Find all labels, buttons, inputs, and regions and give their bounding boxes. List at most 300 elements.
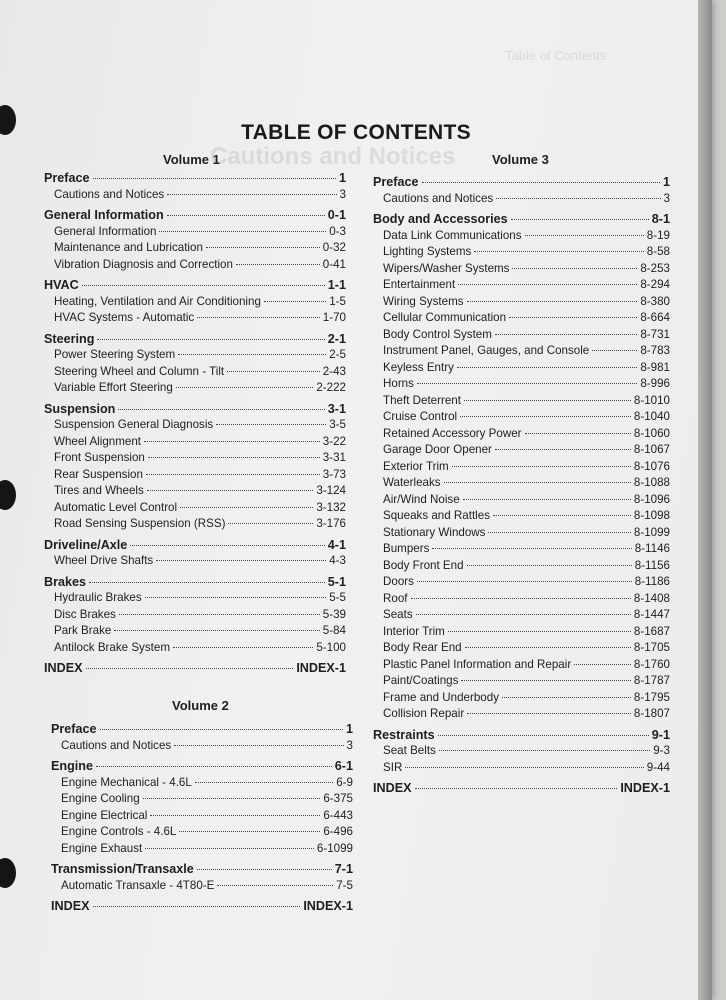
toc-entry-page: 5-5: [329, 591, 346, 604]
dot-leader: [509, 317, 637, 318]
toc-entry: [373, 690, 670, 707]
toc-entry-page: 8-996: [640, 377, 670, 390]
toc-entry-page: 0-32: [322, 241, 346, 254]
dot-leader: [197, 317, 320, 318]
toc-entry: [44, 240, 346, 257]
dot-leader: [439, 750, 650, 751]
toc-entry-label: Engine Mechanical - 4.6L: [61, 775, 192, 789]
toc-entry-page: 1-70: [322, 311, 346, 324]
toc-entry-page: 3-176: [316, 517, 346, 530]
toc-entry: [373, 760, 670, 777]
toc-entry: [373, 591, 670, 608]
toc-entry: [373, 558, 670, 575]
toc-section: [51, 861, 353, 878]
toc-entry: [44, 257, 346, 274]
dot-leader: [86, 668, 294, 669]
toc-entry-page: 8-380: [640, 294, 670, 308]
toc-entry-label: Vibration Diagnosis and Correction: [54, 257, 233, 271]
toc-entry: [44, 294, 346, 311]
toc-entry-page: 8-1088: [633, 476, 670, 489]
toc-entry-label: Bumpers: [383, 542, 430, 555]
toc-entry-label: Automatic Level Control: [54, 500, 178, 514]
toc-section-label: Steering: [44, 331, 95, 346]
toc-entry-label: Collision Repair: [383, 707, 465, 720]
toc-entry-page: 8-1787: [633, 674, 670, 687]
toc-entry-page: 8-1760: [633, 657, 670, 671]
toc-section: [44, 401, 346, 418]
toc-entry-page: 8-19: [646, 228, 670, 242]
toc-entry-page: 8-1060: [633, 426, 670, 440]
toc-entry-label: Retained Accessory Power: [383, 426, 522, 440]
toc-entry: [373, 261, 670, 278]
dot-leader: [493, 515, 631, 516]
toc-section: [51, 898, 353, 915]
toc-entry-page: 8-253: [640, 261, 670, 275]
toc-entry-page: 3-5: [329, 418, 346, 431]
toc-entry-page: 8-1705: [633, 641, 670, 654]
toc-entry: [51, 841, 353, 858]
toc-entry: [373, 376, 670, 393]
toc-entry-page: 8-731: [640, 327, 670, 341]
dot-leader: [460, 416, 631, 417]
toc-entry-label: Cautions and Notices: [383, 191, 494, 205]
dot-leader: [89, 582, 325, 583]
dot-leader: [217, 885, 333, 886]
toc-entry-page: 1-5: [329, 294, 346, 308]
toc-entry-page: 3-73: [322, 467, 346, 481]
dot-leader: [148, 457, 320, 458]
dot-leader: [97, 339, 324, 340]
toc-entry-page: 8-1146: [634, 542, 670, 555]
toc-entry-label: Variable Effort Steering: [54, 381, 173, 394]
volume1-heading: Volume 1: [163, 152, 220, 167]
toc-entry-page: 3-22: [322, 434, 346, 448]
toc-entry: [51, 878, 353, 895]
dot-leader: [130, 545, 324, 546]
toc-entry-label: Waterleaks: [383, 476, 441, 489]
toc-entry-page: 7-5: [336, 878, 353, 892]
dot-leader: [93, 178, 336, 179]
toc-entry: [373, 607, 670, 624]
toc-section-label: INDEX: [44, 661, 83, 675]
dot-leader: [592, 350, 637, 351]
toc-entry-label: Steering Wheel and Column - Tilt: [54, 364, 225, 378]
dot-leader: [180, 507, 313, 508]
toc-section-label: Transmission/Transaxle: [51, 862, 194, 876]
dot-leader: [174, 745, 343, 746]
dot-leader: [422, 182, 660, 183]
toc-entry: [373, 244, 670, 261]
toc-entry: [44, 347, 346, 364]
toc-entry-page: 0-3: [329, 224, 346, 238]
toc-entry-label: Body Rear End: [383, 641, 462, 654]
toc-section-page: INDEX-1: [620, 781, 670, 795]
toc-section-page: INDEX-1: [296, 661, 346, 675]
toc-entry-label: Seats: [383, 608, 413, 621]
toc-entry: [373, 574, 670, 591]
dot-leader: [197, 869, 332, 870]
toc-entry-label: Cruise Control: [383, 410, 458, 423]
toc-section: [44, 660, 346, 677]
toc-entry: [373, 541, 670, 558]
dot-leader: [178, 354, 326, 355]
dot-leader: [179, 831, 320, 832]
toc-entry-page: 3-132: [316, 500, 346, 514]
toc-entry-label: Park Brake: [54, 624, 112, 637]
dot-leader: [206, 247, 320, 248]
toc-entry: [373, 459, 670, 476]
toc-entry-page: 8-1040: [633, 410, 670, 423]
toc-section-label: Engine: [51, 759, 93, 773]
dot-leader: [228, 523, 313, 524]
dot-leader: [118, 409, 324, 410]
toc-entry-page: 8-1076: [633, 459, 670, 473]
toc-entry-page: 8-1447: [633, 608, 670, 621]
toc-entry-label: Entertainment: [383, 278, 456, 291]
toc-section-label: Preface: [44, 171, 90, 185]
toc-section-label: Restraints: [373, 727, 435, 742]
toc-entry: [373, 743, 670, 760]
toc-section-label: INDEX: [373, 781, 412, 795]
toc-entry: [373, 706, 670, 723]
toc-entry-label: Heating, Ventilation and Air Conditioning: [54, 294, 261, 308]
toc-entry: [373, 508, 670, 525]
toc-section: [373, 174, 670, 191]
toc-entry-label: Squeaks and Rattles: [383, 509, 490, 522]
toc-entry-label: Exterior Trim: [383, 459, 449, 473]
toc-section-page: 5-1: [327, 574, 346, 589]
dot-leader: [496, 198, 660, 199]
binder-hole-bottom: [0, 858, 16, 888]
toc-section-page: 1: [345, 722, 353, 736]
dot-leader: [119, 614, 320, 615]
dot-leader: [444, 482, 631, 483]
toc-entry-label: Cellular Communication: [383, 311, 507, 324]
toc-entry-label: Engine Exhaust: [61, 841, 143, 855]
toc-section-label: Preface: [373, 175, 419, 189]
toc-entry-label: Theft Deterrent: [383, 393, 461, 407]
dot-leader: [574, 664, 631, 665]
dot-leader: [474, 251, 643, 252]
toc-section-page: 6-1: [334, 759, 353, 773]
toc-entry: [373, 426, 670, 443]
toc-entry-page: 2-5: [329, 348, 346, 361]
toc-section: [44, 170, 346, 187]
dot-leader: [512, 268, 637, 269]
dot-leader: [438, 735, 649, 736]
dot-leader: [146, 474, 320, 475]
toc-section-page: 0-1: [327, 208, 346, 222]
toc-entry-label: Instrument Panel, Gauges, and Console: [383, 344, 590, 357]
toc-entry-label: Engine Electrical: [61, 808, 148, 822]
dot-leader: [156, 560, 326, 561]
dot-leader: [167, 215, 325, 216]
toc-entry-page: 8-1099: [633, 525, 670, 539]
dot-leader: [173, 647, 313, 648]
dot-leader: [415, 788, 618, 789]
toc-section: [44, 574, 346, 591]
toc-section-page: 1: [662, 175, 670, 189]
dot-leader: [150, 815, 320, 816]
dot-leader: [463, 499, 631, 500]
toc-entry-page: 6-375: [323, 792, 353, 805]
toc-entry-page: 6-9: [336, 775, 353, 789]
volume2-heading: Volume 2: [172, 698, 229, 713]
dot-leader: [145, 848, 314, 849]
toc-entry: [373, 228, 670, 245]
toc-entry: [44, 500, 346, 517]
dot-leader: [464, 400, 631, 401]
dot-leader: [467, 713, 631, 714]
toc-entry-page: 2-43: [322, 364, 346, 378]
toc-entry-label: Horns: [383, 377, 414, 390]
dot-leader: [416, 614, 631, 615]
toc-entry: [44, 640, 346, 657]
toc-entry-label: Front Suspension: [54, 451, 145, 464]
toc-entry-label: Maintenance and Lubrication: [54, 241, 203, 254]
toc-entry-label: Garage Door Opener: [383, 443, 492, 456]
toc-entry: [373, 327, 670, 344]
dot-leader: [511, 219, 649, 220]
toc-entry: [373, 409, 670, 426]
toc-entry-label: Automatic Transaxle - 4T80-E: [61, 878, 215, 892]
dot-leader: [82, 285, 325, 286]
toc-entry: [51, 808, 353, 825]
toc-entry-page: 3: [663, 191, 670, 205]
toc-entry-page: 8-664: [640, 311, 670, 324]
toc-section: [51, 758, 353, 775]
toc-entry: [373, 393, 670, 410]
toc-entry-label: General Information: [54, 224, 157, 238]
dot-leader: [495, 334, 637, 335]
toc-entry-page: 3: [346, 738, 353, 752]
dot-leader: [465, 647, 631, 648]
toc-section: [373, 780, 670, 797]
toc-entry-label: Paint/Coatings: [383, 674, 459, 687]
toc-entry-page: 8-1807: [633, 707, 670, 720]
toc-entry: [373, 277, 670, 294]
toc-section-page: 2-1: [327, 331, 346, 346]
dot-leader: [525, 433, 631, 434]
toc-entry-label: Keyless Entry: [383, 360, 454, 374]
volume3-contents: [373, 170, 670, 797]
dot-leader: [176, 387, 314, 388]
dot-leader: [457, 367, 637, 368]
toc-entry-label: Stationary Windows: [383, 525, 486, 539]
toc-entry: [51, 738, 353, 755]
toc-section: [44, 331, 346, 348]
toc-entry: [373, 640, 670, 657]
toc-entry-page: 5-84: [322, 624, 346, 637]
toc-entry: [44, 467, 346, 484]
toc-entry-page: 8-1687: [633, 624, 670, 638]
dot-leader: [114, 630, 319, 631]
dot-leader: [467, 565, 632, 566]
toc-entry-page: 8-1408: [633, 591, 670, 605]
dot-leader: [458, 284, 637, 285]
toc-section-label: INDEX: [51, 899, 90, 913]
toc-entry-label: Data Link Communications: [383, 228, 522, 242]
dot-leader: [461, 680, 630, 681]
toc-entry-page: 8-1098: [633, 509, 670, 522]
toc-entry: [44, 607, 346, 624]
toc-entry-page: 8-783: [640, 344, 670, 357]
binder-hole-middle: [0, 480, 16, 510]
toc-entry-page: 5-39: [322, 607, 346, 621]
toc-entry-page: 2-222: [316, 381, 346, 394]
volume2-contents: [51, 717, 353, 915]
toc-section-label: Body and Accessories: [373, 212, 508, 226]
toc-entry: [373, 442, 670, 459]
toc-entry: [373, 360, 670, 377]
toc-entry-page: 8-1067: [633, 443, 670, 456]
toc-section-label: Driveline/Axle: [44, 537, 128, 552]
toc-entry: [373, 624, 670, 641]
dot-leader: [452, 466, 631, 467]
toc-entry: [51, 824, 353, 841]
dot-leader: [411, 598, 631, 599]
bleedthrough-subtitle: Cautions and Notices: [210, 143, 456, 170]
toc-entry: [44, 310, 346, 327]
dot-leader: [236, 264, 320, 265]
toc-entry: [373, 294, 670, 311]
toc-entry-label: Engine Controls - 4.6L: [61, 825, 177, 838]
dot-leader: [488, 532, 630, 533]
toc-entry-label: Roof: [383, 591, 408, 605]
toc-entry-page: 3-124: [316, 484, 346, 497]
toc-entry: [373, 525, 670, 542]
dot-leader: [432, 548, 631, 549]
toc-entry: [373, 673, 670, 690]
toc-entry-label: Disc Brakes: [54, 607, 116, 621]
bleedthrough-header: Table of Contents: [505, 48, 607, 63]
dot-leader: [448, 631, 631, 632]
toc-entry-label: Antilock Brake System: [54, 640, 170, 654]
toc-entry-label: Tires and Wheels: [54, 484, 144, 497]
toc-entry-page: 5-100: [316, 640, 346, 654]
toc-section: [44, 537, 346, 554]
dot-leader: [502, 697, 631, 698]
toc-entry-label: Air/Wind Noise: [383, 492, 460, 506]
toc-entry-page: 4-3: [329, 554, 346, 567]
toc-section-page: 7-1: [334, 862, 353, 876]
toc-section-label: Preface: [51, 722, 97, 736]
toc-entry-label: Rear Suspension: [54, 467, 143, 481]
dot-leader: [495, 449, 631, 450]
toc-section-page: 1-1: [327, 278, 346, 292]
dot-leader: [264, 301, 326, 302]
toc-entry: [44, 450, 346, 467]
toc-entry-page: 8-1795: [633, 690, 670, 704]
toc-entry: [44, 483, 346, 500]
toc-entry: [373, 343, 670, 360]
toc-entry-page: 8-981: [640, 360, 670, 374]
toc-entry-label: Wheel Alignment: [54, 434, 141, 448]
dot-leader: [525, 235, 644, 236]
toc-entry: [373, 657, 670, 674]
toc-section: [373, 727, 670, 744]
toc-entry-label: Seat Belts: [383, 744, 436, 757]
dot-leader: [159, 231, 326, 232]
dot-leader: [100, 729, 343, 730]
toc-entry: [44, 187, 346, 204]
toc-entry-label: Engine Cooling: [61, 792, 140, 805]
toc-section-page: 8-1: [651, 212, 670, 226]
page-edge: [698, 0, 712, 1000]
toc-entry: [44, 364, 346, 381]
toc-entry-page: 3: [339, 187, 346, 201]
toc-section: [44, 207, 346, 224]
toc-entry: [44, 434, 346, 451]
toc-entry-page: 6-1099: [316, 841, 353, 855]
toc-entry: [44, 417, 346, 434]
toc-section-page: 9-1: [651, 727, 670, 742]
toc-entry-page: 8-58: [646, 245, 670, 258]
toc-section-label: Suspension: [44, 401, 116, 416]
toc-entry-page: 8-1010: [633, 393, 670, 407]
toc-entry-label: Cautions and Notices: [54, 187, 165, 201]
toc-entry: [44, 553, 346, 570]
toc-entry-label: Wipers/Washer Systems: [383, 261, 510, 275]
toc-entry-page: 6-443: [323, 808, 353, 822]
toc-section-page: 4-1: [327, 537, 346, 552]
dot-leader: [143, 798, 321, 799]
dot-leader: [417, 581, 632, 582]
page-title: TABLE OF CONTENTS: [241, 121, 471, 144]
toc-entry-page: 3-31: [322, 451, 346, 464]
dot-leader: [145, 597, 327, 598]
dot-leader: [417, 383, 637, 384]
toc-entry-page: 0-41: [322, 257, 346, 271]
toc-entry-label: Body Control System: [383, 327, 492, 341]
dot-leader: [227, 371, 320, 372]
toc-entry-page: 9-44: [646, 760, 670, 774]
toc-entry-label: Plastic Panel Information and Repair: [383, 657, 572, 671]
toc-entry-page: 8-294: [640, 278, 670, 291]
dot-leader: [467, 301, 638, 302]
toc-entry-page: 6-496: [323, 825, 353, 838]
toc-entry-label: Power Steering System: [54, 348, 176, 361]
toc-section: [51, 721, 353, 738]
toc-entry-label: HVAC Systems - Automatic: [54, 311, 195, 324]
toc-entry-label: Body Front End: [383, 558, 464, 572]
toc-section-page: INDEX-1: [303, 899, 353, 913]
toc-entry: [44, 380, 346, 397]
toc-entry-label: Frame and Underbody: [383, 690, 499, 704]
toc-section-label: HVAC: [44, 278, 79, 292]
toc-entry: [51, 775, 353, 792]
toc-entry-label: Cautions and Notices: [61, 738, 172, 752]
toc-section-page: 3-1: [327, 401, 346, 416]
toc-entry-label: Wheel Drive Shafts: [54, 554, 154, 567]
toc-section: [373, 211, 670, 228]
toc-entry-page: 8-1156: [634, 558, 670, 572]
toc-entry-page: 8-1186: [634, 575, 670, 588]
toc-entry: [44, 590, 346, 607]
dot-leader: [167, 194, 336, 195]
volume1-contents: [44, 166, 346, 677]
dot-leader: [216, 424, 326, 425]
toc-entry-label: Road Sensing Suspension (RSS): [54, 517, 226, 530]
dot-leader: [405, 767, 643, 768]
toc-entry: [373, 475, 670, 492]
toc-section-label: General Information: [44, 208, 164, 222]
toc-entry: [44, 224, 346, 241]
dot-leader: [144, 441, 320, 442]
toc-entry-label: Wiring Systems: [383, 294, 464, 308]
toc-entry-page: 9-3: [653, 744, 670, 757]
toc-entry: [44, 516, 346, 533]
